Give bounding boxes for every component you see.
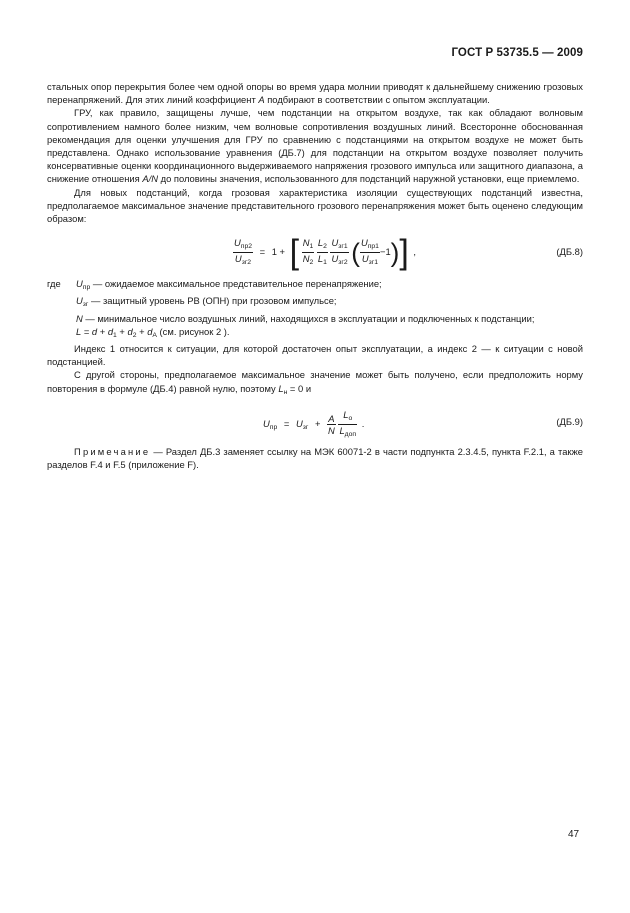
eq1-lhs-fraction: $\frac{U_{пр2}}{U_{зг2}}$ [234,237,253,267]
equation-db8: $\frac{U_{пр2}}{U_{зг2}}$ = 1 + [ $\frac{N_1}{N_2}$ $\frac{L_2}{L_1}$ $\frac{U_{зг1}}{U_{зг2}}$ ( $\frac{U_{пр1}}{U_{зг1}}$ −1)] , (ДБ.8) [234,233,583,272]
page-number: 47 [568,829,580,840]
right-paren: ) [390,237,400,268]
right-bracket: ] [399,233,409,272]
definition-uzg: $U_{зг}$ — защитный уровень РВ (ОПН) при грозовом импульсе; [76,295,337,309]
page-content [47,80,583,471]
equation-number-db9: (ДБ.9) [556,415,583,427]
paragraph-other-side: С другой стороны, предполагаемое максимальное значение может быть получено, если предположить норму повторения в формуле (ДБ.4) равной нулю, поэтому $L_н = 0$ и [47,369,583,396]
paragraph-new-substations: Для новых подстанций, когда грозовая характеристика изоляции существующих подстанций известна, предполагаемое максимальное значение представительного грозового перенапряжения может быть оценено следующим образом: [47,186,583,225]
where-label: где [47,278,61,290]
equation-db9: $U_{пр} = U_{зг}$ + $\frac{A}{N}$ $\frac{L_o}{L_{доп}}$ . (ДБ.9) [263,408,583,438]
definitions-block [47,277,583,342]
left-paren: ( [351,237,360,268]
left-bracket: [ [289,233,300,272]
definition-l: $L = d + d_1 + d_2 + d_A$ (см. рисунок 2 ). [76,325,230,339]
definition-n: N — минимальное число воздушных линий, находящихся в эксплуатации и подключенных к подстанции; [76,312,535,324]
note-label: Примечание [74,445,151,457]
equation-number-db8: (ДБ.8) [556,246,583,258]
definition-upr: $U_{пр}$ — ожидаемое максимальное представительное перенапряжение; [76,278,382,292]
eq1-n-fraction: $\frac{N_1}{N_2}$ [302,237,314,267]
eq2-l-fraction: $\frac{L_o}{L_{доп}}$ [339,408,357,438]
eq1-up-fraction: $\frac{U_{пр1}}{U_{зг1}}$ [360,237,379,267]
eq1-l-fraction: $\frac{L_2}{L_1}$ [317,237,327,267]
paragraph-index-note: Индекс 1 относится к ситуации, для которой достаточен опыт эксплуатации, а индекс 2 — к ситуации с новой подстанцией. [47,343,583,368]
eq1-u-fraction: $\frac{U_{зг1}}{U_{зг2}}$ [331,237,348,267]
eq2-a-fraction: $\frac{A}{N}$ [328,412,335,436]
paragraph-gru: ГРУ, как правило, защищены лучше, чем подстанции на открытом воздухе, так как обладают волновым сопротивлением намного более низким, чем волновые сопротивления воздушных линий. Всесторонне обоснованная рекомендация для оценки улучшения для ГРУ по сравнению с подстанциями на открытом воздухе не может быть представлена. Однако использование уравнения (ДБ.7) для подстанции на открытом воздухе позволяет получить консервативные оценки координационного выдерживаемого напряжения грозового импульса или защитного диапазона, а снижение отношения A/N до половины значения, использованного для подстанций наружной установки, еще приемлемо. [47,107,583,185]
document-header: ГОСТ Р 53735.5 — 2009 [451,47,583,59]
note: Примечание — Раздел ДБ.3 заменяет ссылку на МЭК 60071-2 в части подпункта 2.3.4.5, пункта F.2.1, а также разделов F.4 и F.5 (приложение F). [47,445,583,471]
paragraph-continuation: стальных опор перекрытия более чем одной опоры во время удара молнии приводят к дальнейшему снижению грозовых перенапряжений. Для этих линий коэффициент A подбирают в соответствии с опытом эксплуатации. [47,81,583,106]
